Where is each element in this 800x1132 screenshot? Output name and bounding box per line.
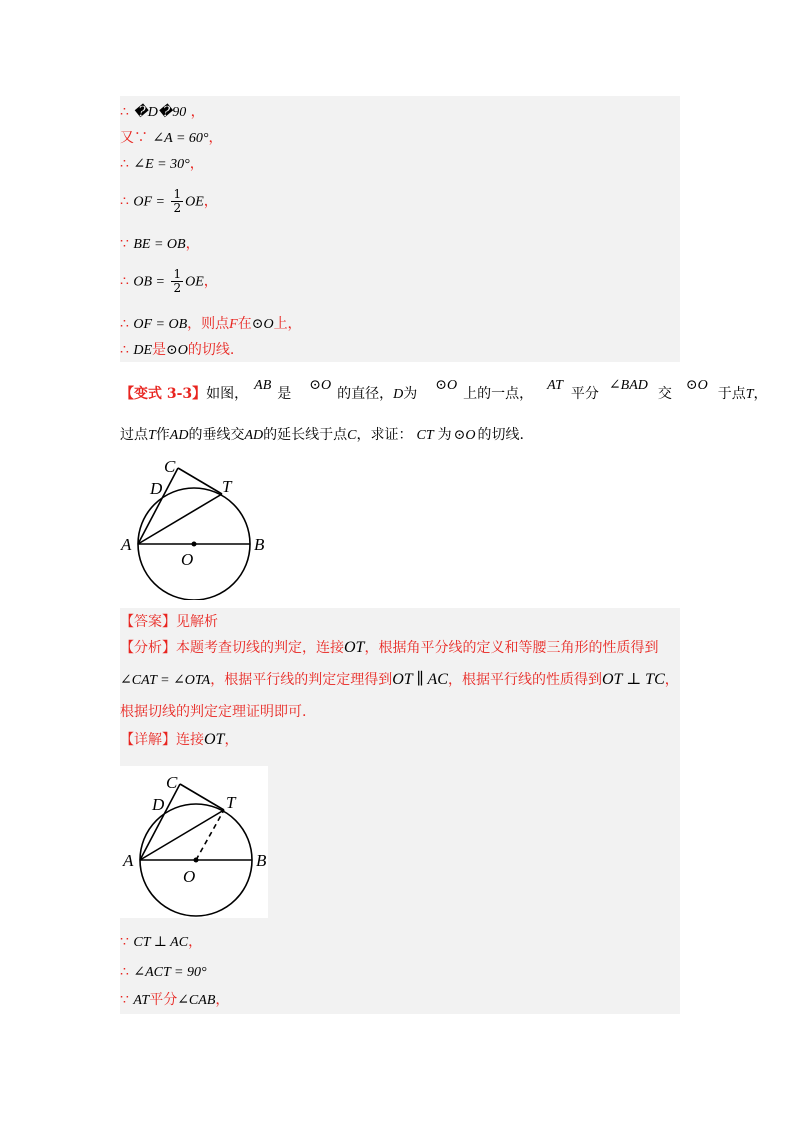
label-d: D [150, 479, 163, 498]
circle-symbol: ⊙O [453, 428, 476, 443]
math-expression: OE [185, 274, 204, 290]
circle-symbol: ⊙O [166, 343, 188, 358]
center-point [194, 858, 199, 863]
comma: ， [203, 193, 218, 210]
problem-text: 是 [277, 386, 292, 402]
step-line-5 [120, 234, 200, 255]
since-symbol: ∵ [120, 236, 129, 252]
math-expression: OT ⊥ TC [601, 671, 665, 688]
label-b: B [256, 851, 267, 870]
problem-text: ， [753, 386, 768, 402]
analysis-text: 根据切线的判定定理证明即可. [120, 704, 307, 720]
math-expression: ∠ACT = 90° [133, 965, 207, 980]
step-text: 上， [273, 316, 302, 332]
analysis-line-1 [120, 638, 658, 658]
detail-text: 平分 [149, 992, 178, 1008]
line-ct [178, 468, 222, 494]
problem-text: 为 [403, 386, 418, 402]
math-expression: CT ⊥ AC [133, 935, 189, 950]
fraction [171, 188, 183, 215]
math-ab: AB [254, 378, 272, 393]
fraction [171, 268, 183, 295]
therefore-symbol: ∴ [120, 104, 129, 120]
step-line-2 [120, 128, 223, 149]
detail-step-1 [120, 932, 202, 953]
label-t: T [226, 793, 236, 812]
problem-text: 于点 [717, 386, 746, 402]
label-b: B [254, 535, 265, 554]
fraction-numerator: 1 [173, 267, 182, 281]
answer-line [120, 612, 218, 632]
label-o: O [181, 550, 194, 569]
line-ct [180, 784, 224, 810]
point-label: T [745, 387, 754, 402]
since-symbol: ∵ [120, 992, 129, 1008]
geometry-figure-answer [120, 766, 268, 918]
point-label: D [393, 387, 404, 402]
step-text: ，则点 [187, 316, 230, 332]
math-ad: AD [244, 428, 264, 443]
step-text: 在 [237, 316, 252, 332]
comma: ， [185, 236, 200, 252]
math-at: AT [547, 378, 563, 393]
detail-text: ， [224, 732, 239, 748]
problem-text: 交 [657, 386, 672, 402]
label-a: A [123, 851, 134, 870]
step-line-8 [120, 340, 234, 361]
fraction-denominator: 2 [173, 201, 182, 215]
math-expression: ∠A = 60° [152, 131, 209, 146]
fraction-denominator: 2 [173, 281, 182, 295]
detail-step-3 [120, 990, 229, 1011]
analysis-tag: 【分析】 [120, 640, 176, 656]
detail-line [120, 730, 238, 750]
analysis-text: 本题考查切线的判定，连接 [176, 640, 344, 656]
step-text: 是 [152, 342, 167, 358]
geometry-figure-problem [118, 452, 278, 600]
math-expression: BE = OB [133, 237, 186, 252]
step-line-1 [120, 102, 205, 123]
step-line-3 [120, 154, 204, 175]
detail-step-2 [120, 962, 207, 983]
step-text: 的切线. [187, 342, 235, 358]
problem-text: 的切线. [477, 427, 524, 443]
center-point [192, 542, 197, 547]
therefore-symbol: ∴ [120, 316, 129, 332]
circle-symbol: ⊙O [685, 378, 708, 393]
problem-text: 的直径， [337, 386, 394, 402]
analysis-text: ，根据平行线的判定定理得到 [210, 672, 393, 688]
garbled-text: �D�90 [133, 105, 187, 120]
problem-text: 如图， [206, 386, 249, 402]
circle-symbol: ⊙O [251, 317, 274, 332]
math-expression: OF = OB [133, 317, 188, 332]
step-line-6 [120, 268, 218, 295]
point-label: C [347, 428, 357, 443]
problem-line-1 [120, 378, 768, 406]
problem-line-2 [120, 424, 524, 447]
math-expression: ∠E = 30° [133, 157, 190, 172]
circle-symbol: ⊙O [435, 378, 458, 393]
label-c: C [164, 457, 176, 476]
math-expression: ∠CAT = ∠OTA [120, 673, 211, 688]
detail-tag: 【详解】 [120, 732, 176, 748]
therefore-symbol: ∴ [120, 964, 129, 980]
comma: ， [189, 156, 204, 172]
problem-text: 上的一点， [463, 386, 534, 402]
answer-text: 见解析 [176, 614, 218, 630]
analysis-text: ，根据平行线的性质得到 [447, 672, 602, 688]
fraction-numerator: 1 [173, 187, 182, 201]
problem-text: 过点 [120, 427, 148, 443]
answer-block [120, 608, 680, 1014]
comma: ， [188, 934, 203, 950]
math-expression: ∠CAB [177, 993, 216, 1008]
step-line-7 [120, 314, 302, 335]
label-o: O [183, 867, 196, 886]
label-a: A [121, 535, 132, 554]
since-symbol: ∵ [120, 934, 129, 950]
analysis-text: ， [664, 672, 679, 688]
math-ad: AD [169, 428, 189, 443]
since-prefix: 又∵ [120, 130, 148, 146]
detail-text: 连接 [176, 732, 204, 748]
comma: ， [203, 273, 218, 290]
label-d: D [152, 795, 165, 814]
problem-tag: 【变式 3-3】 [120, 386, 207, 402]
math-ct: CT [416, 428, 434, 443]
math-expression: OB = [133, 274, 165, 290]
therefore-symbol: ∴ [120, 342, 129, 358]
label-c: C [166, 773, 178, 792]
math-ot: OT [204, 731, 225, 748]
problem-text: 作 [155, 427, 170, 443]
math-expression: OE [185, 194, 204, 210]
math-expression: OF = [133, 194, 165, 210]
comma: ， [215, 992, 230, 1008]
analysis-text: ，根据角平分线的定义和等腰三角形的性质得到 [364, 640, 659, 656]
analysis-line-3 [120, 702, 306, 722]
math-expression: DE [133, 343, 153, 358]
math-ot: OT [344, 639, 365, 656]
math-expression: OT ∥ AC [392, 671, 448, 688]
therefore-symbol: ∴ [120, 193, 129, 210]
point-label: F [229, 317, 238, 332]
circle-symbol: ⊙O [309, 378, 332, 393]
point-label: T [148, 428, 156, 443]
problem-text: 的垂线交 [188, 427, 245, 443]
label-t: T [222, 477, 232, 496]
therefore-symbol: ∴ [120, 156, 129, 172]
analysis-line-2 [120, 670, 679, 691]
comma: ， [208, 130, 223, 146]
therefore-symbol: ∴ [120, 273, 129, 290]
problem-text: 的延长线于点 [263, 427, 348, 443]
math-angle: ∠BAD [608, 378, 648, 393]
problem-text: 为 [437, 427, 452, 443]
answer-tag: 【答案】 [120, 614, 176, 630]
comma: ， [190, 104, 205, 120]
solution-continuation-block [120, 96, 680, 362]
problem-text: 平分 [570, 386, 599, 402]
step-line-4 [120, 188, 218, 215]
problem-text: ，求证： [356, 427, 413, 443]
math-expression: AT [133, 993, 150, 1008]
